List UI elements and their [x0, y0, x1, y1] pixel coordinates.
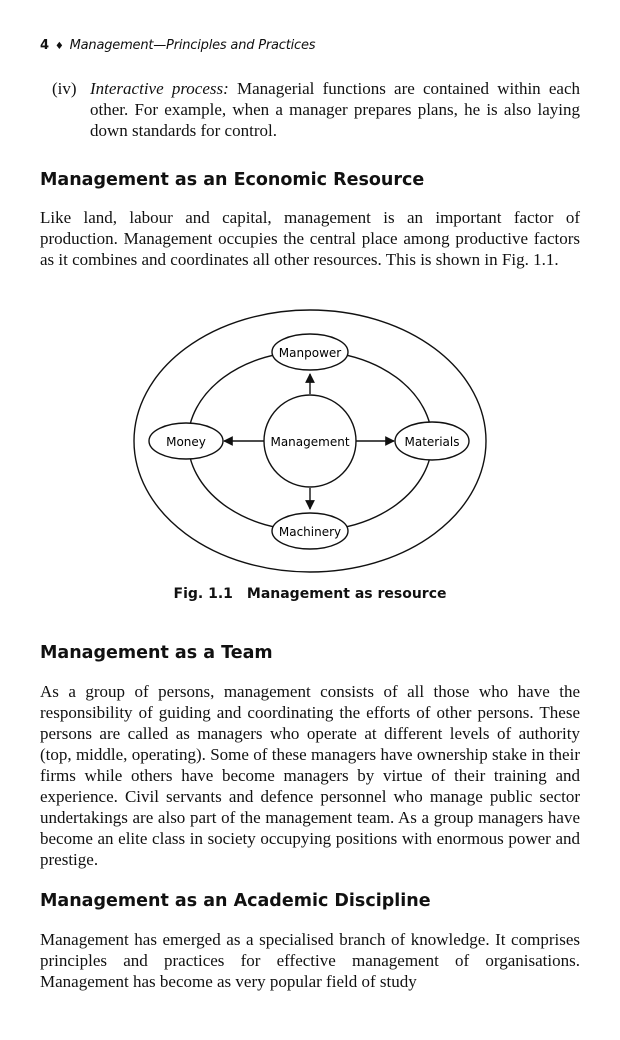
figure-caption-text: Management as resource — [246, 586, 447, 602]
book-title: Management—Principles and Practices — [69, 38, 316, 53]
paragraph-economic-resource: Like land, labour and capital, management is an important factor of production. Management occupies the central place among productive factors as it combines and coordinates all other resources. This is shown in Fig. 1.1. — [40, 208, 580, 269]
paragraph-team: As a group of persons, management consists of all those who have the responsibility of guiding and coordinating the efforts of other persons. These persons are called as managers who operate at different levels of authority (top, middle, operating). Some of these managers have ownership stake in their firms while others have become managers by virtue of their training and experience. Civil servants and defence personnel who manage public sector undertakings are also part of the management team. As a group managers have become an elite class in society occupying positions with enormous power and prestige. — [40, 682, 580, 869]
management-label: Management — [270, 435, 350, 449]
machinery-label: Machinery — [278, 525, 342, 539]
money-label: Money — [166, 435, 206, 449]
list-item-iv — [52, 78, 580, 141]
diamond-separator-icon: ♦ — [54, 41, 64, 52]
list-item-text — [90, 78, 580, 141]
running-head — [40, 38, 315, 53]
list-item-lead: Interactive process: — [90, 79, 229, 98]
figure-number: Fig. 1.1 — [173, 586, 233, 602]
section-heading-academic-discipline: Management as an Academic Discipline — [40, 891, 431, 911]
list-number: (iv) — [52, 79, 77, 98]
page-number: 4 — [40, 38, 49, 53]
paragraph-academic-discipline: Management has emerged as a specialised branch of knowledge. It comprises principles and practices for effective management of organisations. Management has become as very popular field of study — [40, 930, 580, 991]
list-item-body: Managerial functions are contained within each other. For example, when a manager prepares plans, he is also laying down standards for control. — [90, 79, 580, 140]
figure-management-resource-diagram — [130, 306, 490, 576]
manpower-label: Manpower — [278, 346, 342, 360]
figure-caption — [0, 586, 620, 602]
section-heading-economic-resource: Management as an Economic Resource — [40, 170, 425, 190]
section-heading-team: Management as a Team — [40, 643, 273, 663]
materials-label: Materials — [404, 435, 460, 449]
